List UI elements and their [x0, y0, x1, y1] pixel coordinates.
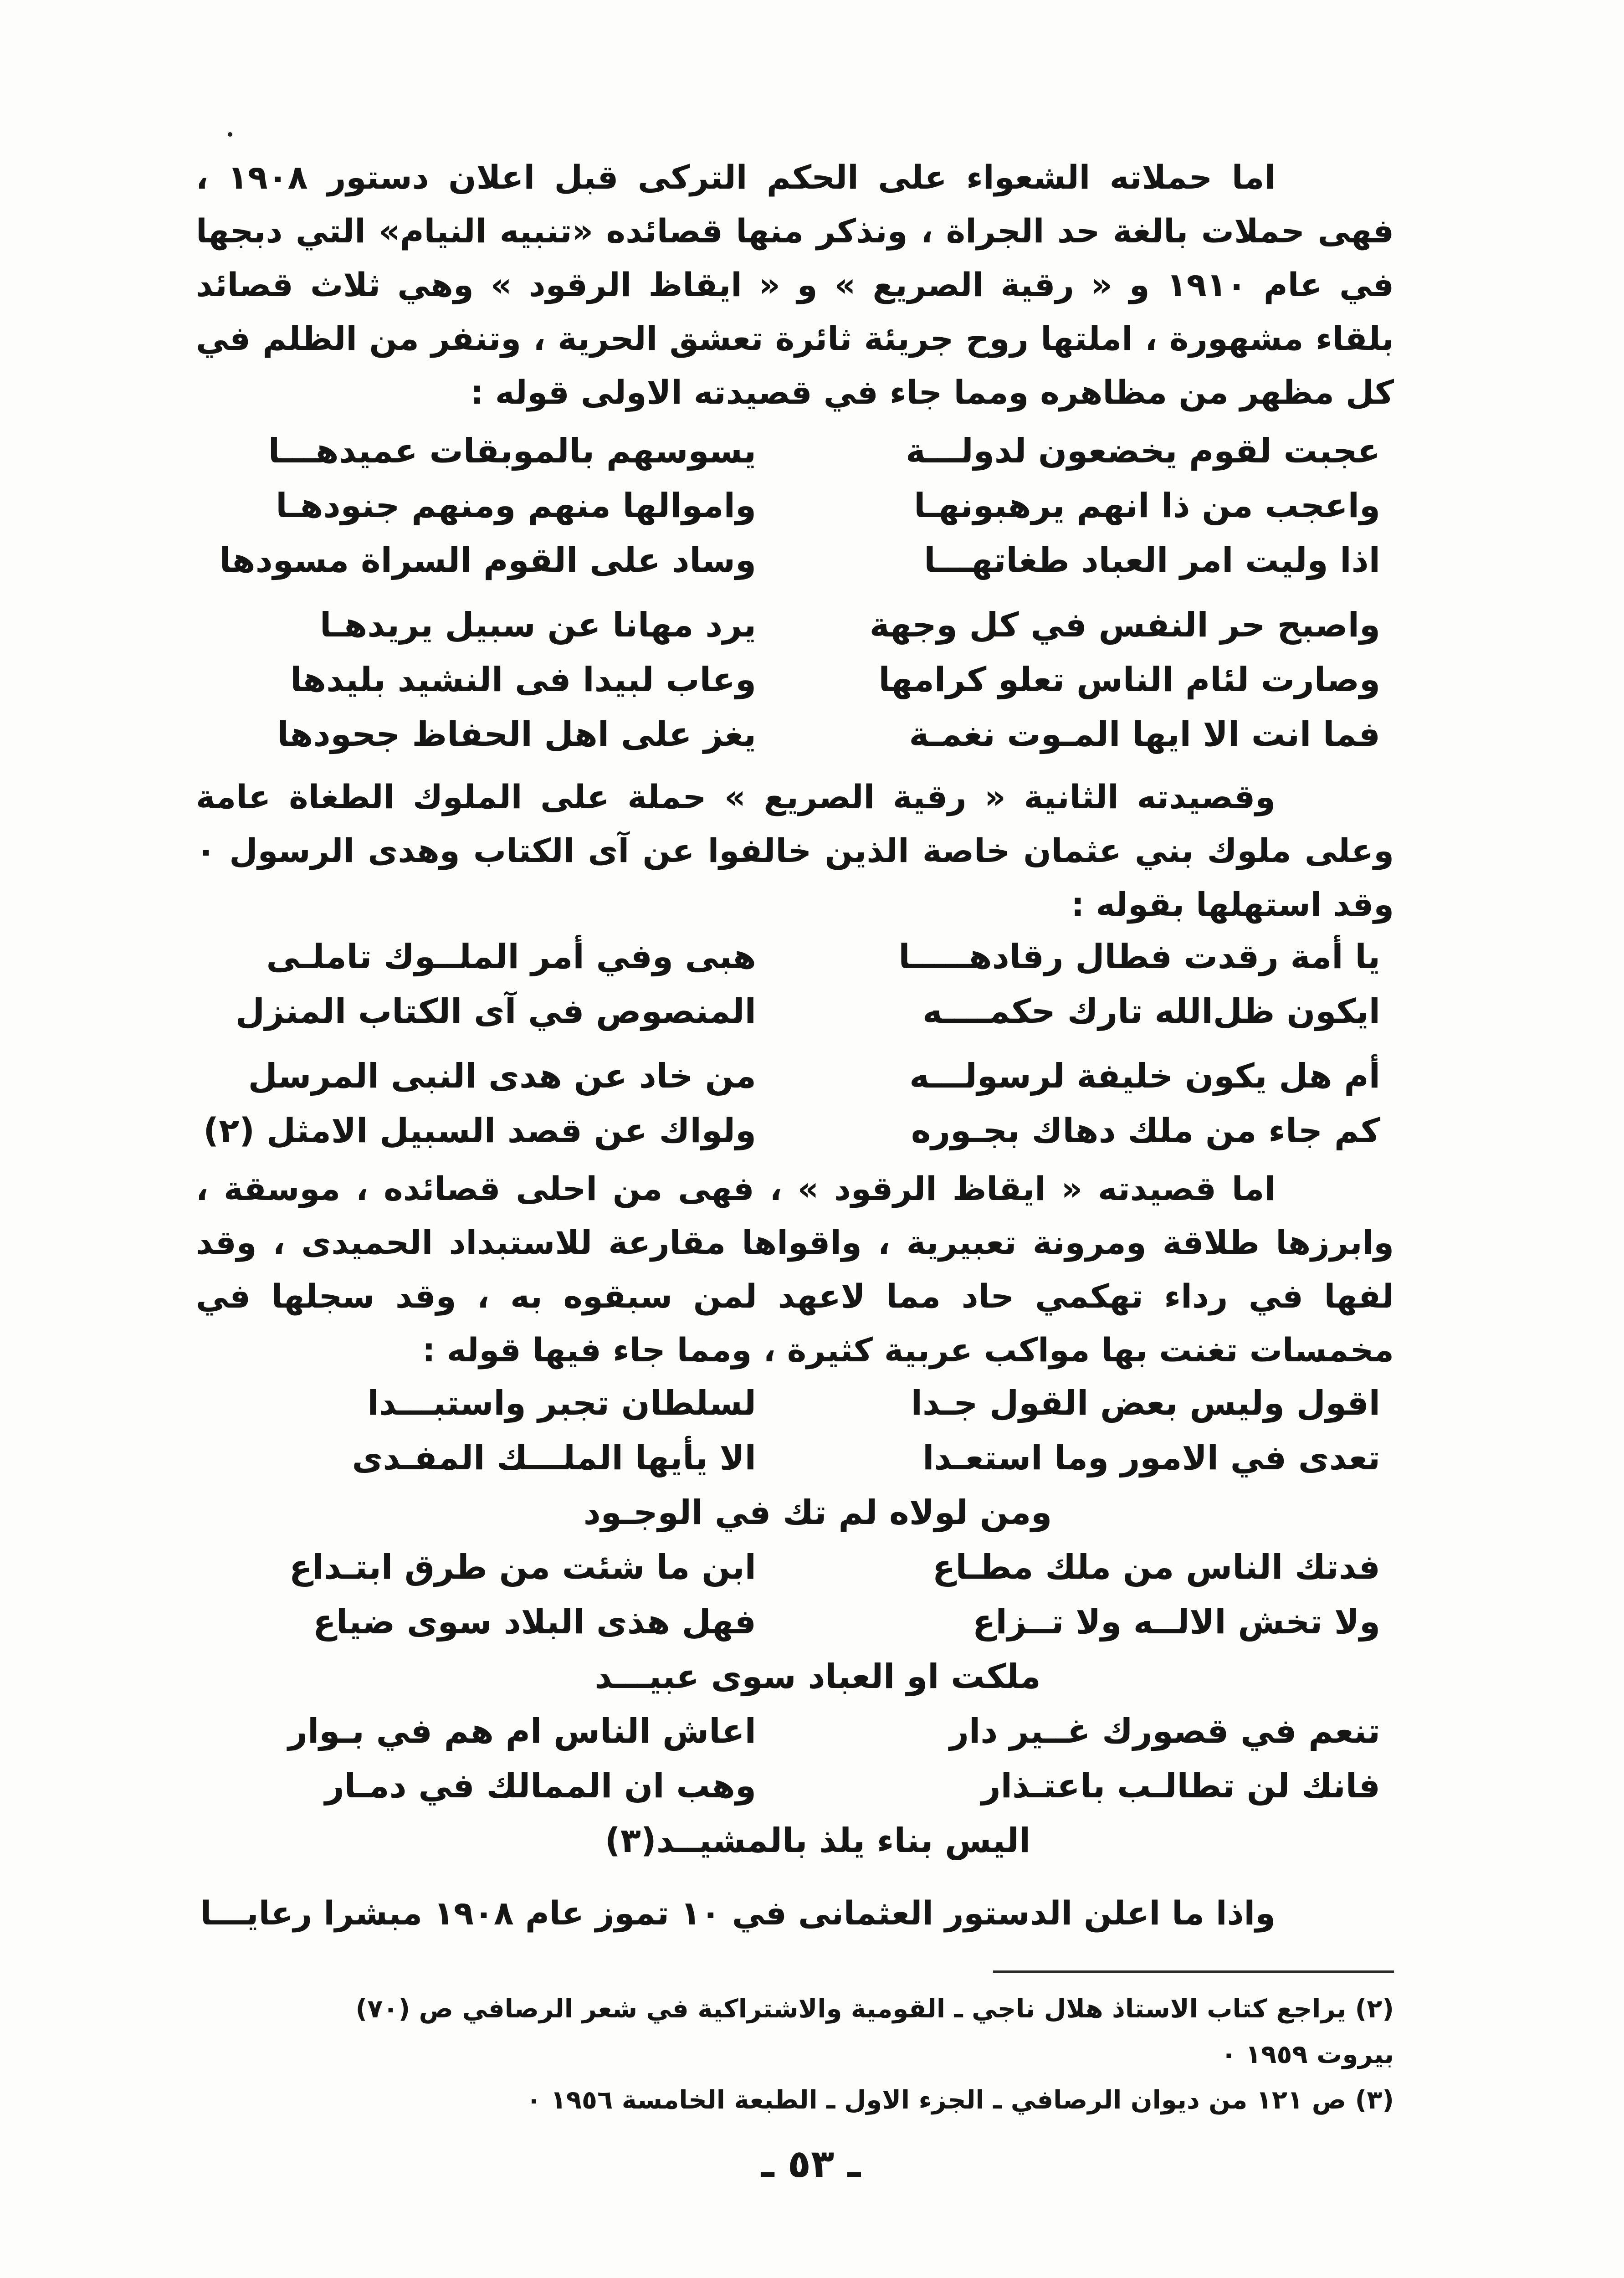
verse-second-hemistich: وساد على القوم السراة مسودها	[219, 541, 756, 580]
verse-first-hemistich: واعجب من ذا انهم يرهبونهـا	[914, 486, 1380, 525]
verse	[235, 984, 1380, 1039]
footnote-2-continuation: بيروت ١٩٥٩ ٠	[1221, 2040, 1394, 2069]
page-number: ـ ٥٣ ـ	[761, 2141, 861, 2186]
verse	[255, 929, 1380, 984]
verse	[255, 598, 1380, 652]
verse-first-hemistich: واصبح حر النفس في كل وجهة	[869, 605, 1380, 645]
verse-first-hemistich: كم جاء من ملك دهاك بجـوره	[911, 1111, 1380, 1150]
refrain-line: اليس بناء يلذ بالمشيــد(٣)	[605, 1821, 1031, 1860]
verse-second-hemistich: يغز على اهل الحفاظ جحودها	[277, 715, 756, 754]
verse-second-hemistich: فهل هذى البلاد سوى ضياع	[313, 1602, 756, 1642]
verse	[255, 478, 1380, 533]
verse	[219, 533, 1380, 588]
verse-first-hemistich: فدتك الناس من ملك مطـاع	[932, 1548, 1380, 1587]
verse	[255, 652, 1380, 707]
intro-text: اما حملاته الشعواء على الحكم التركى قبل اعلان دستور ١٩٠٨ ، فهى حملات بالغة حد الجراة ، ونذكر منها قصائده «تنبيه النيام» التي دبجها في عام ١٩١٠ و « رقية الصريع » و « ايقاظ الرقود » وهي ثلاث قصائد بلقاء مشهورة ، املتها روح جريئة ثائرة تعشق الحرية ، وتنفر من الظلم في كل مظهر من مظاهره ومما جاء في قصيدته الاولى قوله :	[196, 158, 1394, 411]
verse-second-hemistich: من خاد عن هدى النبى المرسل	[248, 1057, 756, 1096]
refrain-line: ومن لولاه لم تك في الوجـود	[583, 1493, 1052, 1532]
verse-first-hemistich: ايكون ظل‌الله تارك حكمــــه	[922, 992, 1380, 1031]
verse-first-hemistich: فما انت الا ايها المـوت نغمـة	[909, 715, 1380, 754]
verse-first-hemistich: فانك لن تطالـب باعتـذار	[981, 1766, 1380, 1806]
verse-first-hemistich: اذا وليت امر العباد طغاتهـــا	[924, 541, 1380, 580]
verse-first-hemistich: وصارت لئام الناس تعلو كرامها	[878, 660, 1380, 699]
verse	[255, 1759, 1380, 1813]
verse-second-hemistich: وعاب لبيدا فى النشيد بليدها	[290, 660, 756, 699]
para3-text: اما قصيدته « ايقاظ الرقود » ، فهى من احلى قصائده ، موسقة ، وابرزها طلاقة ومرونة تعبيرية ، واقواها مقارعة للاستبداد الحميدى ، وقد لفها في رداء تهكمي حاد مما لاعهد لمن سبقوه به ، وقد سجلها في مخمسات تغنت بها مواكب عربية كثيرة ، ومما جاء فيها قوله :	[196, 1170, 1394, 1369]
verse	[248, 1049, 1380, 1103]
last-line-text: واذا ما اعلن الدستور العثمانى في ١٠ تموز عام ١٩٠٨ مبشرا رعايـــا	[200, 1894, 1276, 1932]
verse	[255, 707, 1380, 762]
verse-first-hemistich: ولا تخش الالــه ولا تــزاع	[972, 1602, 1380, 1642]
verse-first-hemistich: تعدى في الامور وما استعـدا	[922, 1438, 1380, 1478]
verse-second-hemistich: واموالها منهم ومنهم جنودهـا	[276, 486, 756, 525]
para2-text: وقصيدته الثانية « رقية الصريع » حملة على الملوك الطغاة عامة وعلى ملوك بني عثمان خاصة الذين خالفوا عن آى الكتاب وهدى الرسول ٠ وقد استهلها بقوله :	[196, 778, 1394, 924]
footnote-2: (٢) يراجع كتاب الاستاذ هلال ناجي ـ القومية والاشتراكية في شعر الرصافي ص (٧٠)	[355, 1994, 1394, 2024]
footnotes	[196, 1986, 1394, 2123]
verse	[255, 1595, 1380, 1649]
verse	[255, 424, 1380, 478]
intro-paragraph	[196, 150, 1394, 419]
verse	[255, 1431, 1380, 1485]
verse-second-hemistich: يسوسهم بالموبقات عميدهـــا	[268, 431, 756, 471]
footnote-divider	[993, 1970, 1394, 1973]
verse-first-hemistich: يا أمة رقدت فطال رقادهـــــا	[898, 937, 1380, 976]
closing-paragraph	[196, 1886, 1394, 1940]
verse-second-hemistich: اعاش الناس ام هم في بـوار	[288, 1712, 756, 1751]
second-poem-paragraph	[196, 770, 1394, 931]
poem-ruqyat-al-sari	[203, 929, 1380, 1158]
poem-tanbih-al-niyam	[219, 424, 1380, 762]
verse-second-hemistich: هبى وفي أمر الملــوك تاملـى	[266, 937, 756, 976]
verse-second-hemistich: يرد مهانا عن سبيل يريدهـا	[320, 605, 756, 645]
third-poem-paragraph	[196, 1162, 1394, 1377]
verse-second-hemistich: لسلطان تجبر واستبـــدا	[367, 1384, 756, 1423]
verse	[255, 1540, 1380, 1595]
verse-first-hemistich: أم هل يكون خليفة لرسولـــه	[909, 1057, 1380, 1096]
verse	[203, 1103, 1380, 1158]
verse-second-hemistich: ولواك عن قصد السبيل الامثل (٢)	[203, 1111, 756, 1150]
verse-second-hemistich: ابن ما شئت من طرق ابتـداع	[289, 1548, 756, 1587]
verse-first-hemistich: اقول وليس بعض القول جـدا	[911, 1384, 1380, 1423]
verse-first-hemistich: تنعم في قصورك غــير دار	[949, 1712, 1380, 1751]
footnote-3: (٣) ص ١٢١ من ديوان الرصافي ـ الجزء الاول ـ الطبعة الخامسة ١٩٥٦ ٠	[526, 2085, 1394, 2115]
verse	[255, 1376, 1380, 1431]
verse	[255, 1704, 1380, 1759]
verse-second-hemistich: المنصوص في آى الكتاب المنزل	[235, 992, 756, 1031]
verse-second-hemistich: وهب ان الممالك في دمـار	[325, 1766, 756, 1806]
ink-speck	[228, 132, 232, 137]
verse-second-hemistich: الا يأيها الملـــك المفـدى	[352, 1438, 756, 1478]
poem-iqaz-al-ruqud	[255, 1376, 1380, 1868]
refrain-line: ملكت او العباد سوى عبيـــد	[594, 1657, 1041, 1696]
verse-first-hemistich: عجبت لقوم يخضعون لدولـــة	[906, 431, 1380, 471]
